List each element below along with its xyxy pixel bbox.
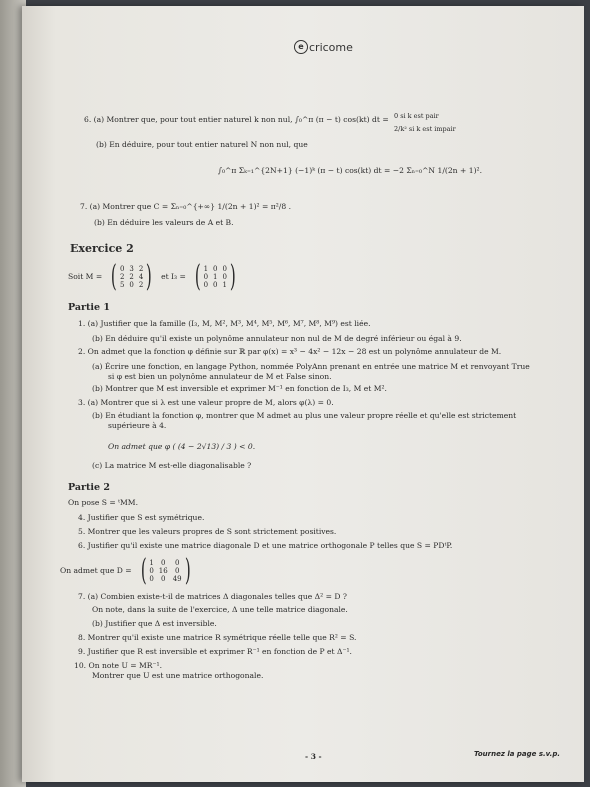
p2-q7a-note: On note, dans la suite de l'exercice, Δ une telle matrice diagonale. [92, 605, 348, 614]
matrix-M-entry: 2 [138, 281, 144, 289]
logo-text: cricome [309, 40, 353, 54]
q6-formula: ∫₀^π Σₖ₌₁^{2N+1} (−1)ᵏ (π − t) cos(kt) dt = −2 Σₙ₌₀^N 1/(2n + 1)². [218, 166, 483, 175]
document-page [22, 6, 584, 782]
matrix-D-entry: 49 [172, 575, 182, 583]
logo-mark-icon: e [294, 40, 308, 54]
matrix-D-entry: 0 [149, 567, 154, 575]
matrix-I3-entry: 0 [222, 265, 227, 273]
p1-q2a-line2: si φ est bien un polynôme annulateur de M et False sinon. [108, 372, 332, 381]
matrix-D-entry: 0 [161, 559, 166, 567]
q6a-case1: 0 si k est pair [394, 112, 439, 120]
matrix-M-entry: 5 [119, 281, 125, 289]
page-number: - 3 - [305, 752, 322, 761]
matrix-D-entry: 0 [161, 575, 166, 583]
p2-q8: 8. Montrer qu'il existe une matrice R symétrique réelle telle que R² = S. [78, 633, 357, 642]
matrix-I3-entry: 0 [203, 281, 209, 289]
matrix-definition [68, 259, 241, 294]
p2-q5: 5. Montrer que les valeurs propres de S sont strictement positives. [78, 527, 337, 536]
matrix-M-entry: 2 [129, 273, 134, 281]
matrix-D-entry: 16 [158, 567, 168, 575]
q6b-text: (b) En déduire, pour tout entier naturel N non nul, que [96, 140, 308, 149]
p1-q1a: 1. (a) Justifier que la famille (I₃, M, M², M³, M⁴, M⁵, M⁶, M⁷, M⁸, M⁹) est liée. [78, 319, 371, 328]
p2-q9: 9. Justifier que R est inversible et exprimer R⁻¹ en fonction de P et Δ⁻¹. [78, 647, 352, 656]
partie2-title: Partie 2 [68, 482, 111, 493]
matrix-D-entry: 1 [149, 559, 154, 567]
matrix-M-entry: 2 [119, 273, 125, 281]
q7a-text: 7. (a) Montrer que C = Σₙ₌₀^{+∞} 1/(2n + 1)² = π²/8 . [80, 202, 292, 211]
p1-q3a: 3. (a) Montrer que si λ est une valeur propre de M, alors φ(λ) = 0. [78, 398, 334, 407]
matrix-I3-entry: 0 [213, 265, 218, 273]
matrix-D-entry: 0 [174, 559, 180, 567]
p2-q7a: 7. (a) Combien existe-t-il de matrices Δ diagonales telles que Δ² = D ? [78, 592, 347, 601]
q6a-case2: 2/k² si k est impair [394, 125, 456, 133]
p1-admet: On admet que φ ( (4 − 2√13) / 3 ) < 0. [108, 442, 256, 451]
matrix-M-entry: 0 [119, 265, 125, 273]
p1-q3c: (c) La matrice M est-elle diagonalisable ? [92, 461, 252, 470]
matrix-M: ( 0 3 2 2 2 4 5 0 2 ) [111, 259, 153, 294]
p1-q3b-line1: (b) En étudiant la fonction φ, montrer que M admet au plus une valeur propre réelle et qu'elle est strictement [92, 411, 517, 420]
matrix-I3-entry: 0 [222, 273, 227, 281]
q6a-text: 6. (a) Montrer que, pour tout entier naturel k non nul, ∫₀^π (π − t) cos(kt) dt = [84, 115, 389, 124]
partie1-title: Partie 1 [68, 302, 111, 313]
matrix-D-definition [60, 553, 195, 588]
matrix-I3-entry: 0 [213, 281, 218, 289]
exercise-title: Exercice 2 [70, 242, 134, 255]
p1-q3b-line2: supérieure à 4. [108, 421, 167, 430]
matrix-M-entry: 3 [129, 265, 134, 273]
p2-q7b: (b) Justifier que Δ est inversible. [92, 619, 217, 628]
q7b-text: (b) En déduire les valeurs de A et B. [94, 218, 234, 227]
p2-pose: On pose S = ᵗMM. [68, 498, 138, 507]
p2-q4: 4. Justifier que S est symétrique. [78, 513, 205, 522]
matrix-I3: ( 1 0 0 0 1 0 0 0 1 ) [194, 259, 236, 294]
matrix-I3-entry: 1 [222, 281, 227, 289]
admet-d-label: On admet que D = [60, 566, 132, 575]
soit-label: Soit M = [68, 272, 103, 281]
p1-q1b: (b) En déduire qu'il existe un polynôme annulateur non nul de M de degré inférieur ou égal à 9. [92, 334, 462, 343]
matrix-D-entry: 0 [149, 575, 154, 583]
matrix-I3-entry: 0 [203, 273, 209, 281]
matrix-D: ( 1 0 0 0 16 0 0 0 49 ) [140, 553, 191, 588]
matrix-D-entry: 0 [174, 567, 180, 575]
matrix-M-entry: 0 [129, 281, 134, 289]
matrix-M-entry: 2 [138, 265, 144, 273]
p2-q10: 10. On note U = MR⁻¹. [74, 661, 162, 670]
matrix-I3-entry: 1 [213, 273, 218, 281]
p1-q2b: (b) Montrer que M est inversible et exprimer M⁻¹ en fonction de I₃, M et M². [92, 384, 387, 393]
turn-page-note: Tournez la page s.v.p. [474, 750, 560, 758]
ecricome-logo [294, 40, 353, 54]
matrix-I3-entry: 1 [203, 265, 209, 273]
p2-q10-line2: Montrer que U est une matrice orthogonale. [92, 671, 264, 680]
p2-q6: 6. Justifier qu'il existe une matrice diagonale D et une matrice orthogonale P telles que S = PDᵗP. [78, 541, 453, 550]
et-i3-label: et I₃ = [161, 272, 186, 281]
p1-q2: 2. On admet que la fonction φ définie sur ℝ par φ(x) = x³ − 4x² − 12x − 28 est un polynôme annulateur de M. [78, 347, 502, 356]
matrix-M-entry: 4 [138, 273, 144, 281]
p1-q2a-line1: (a) Écrire une fonction, en langage Python, nommée PolyAnn prenant en entrée une matrice M et renvoyant True [92, 362, 530, 371]
